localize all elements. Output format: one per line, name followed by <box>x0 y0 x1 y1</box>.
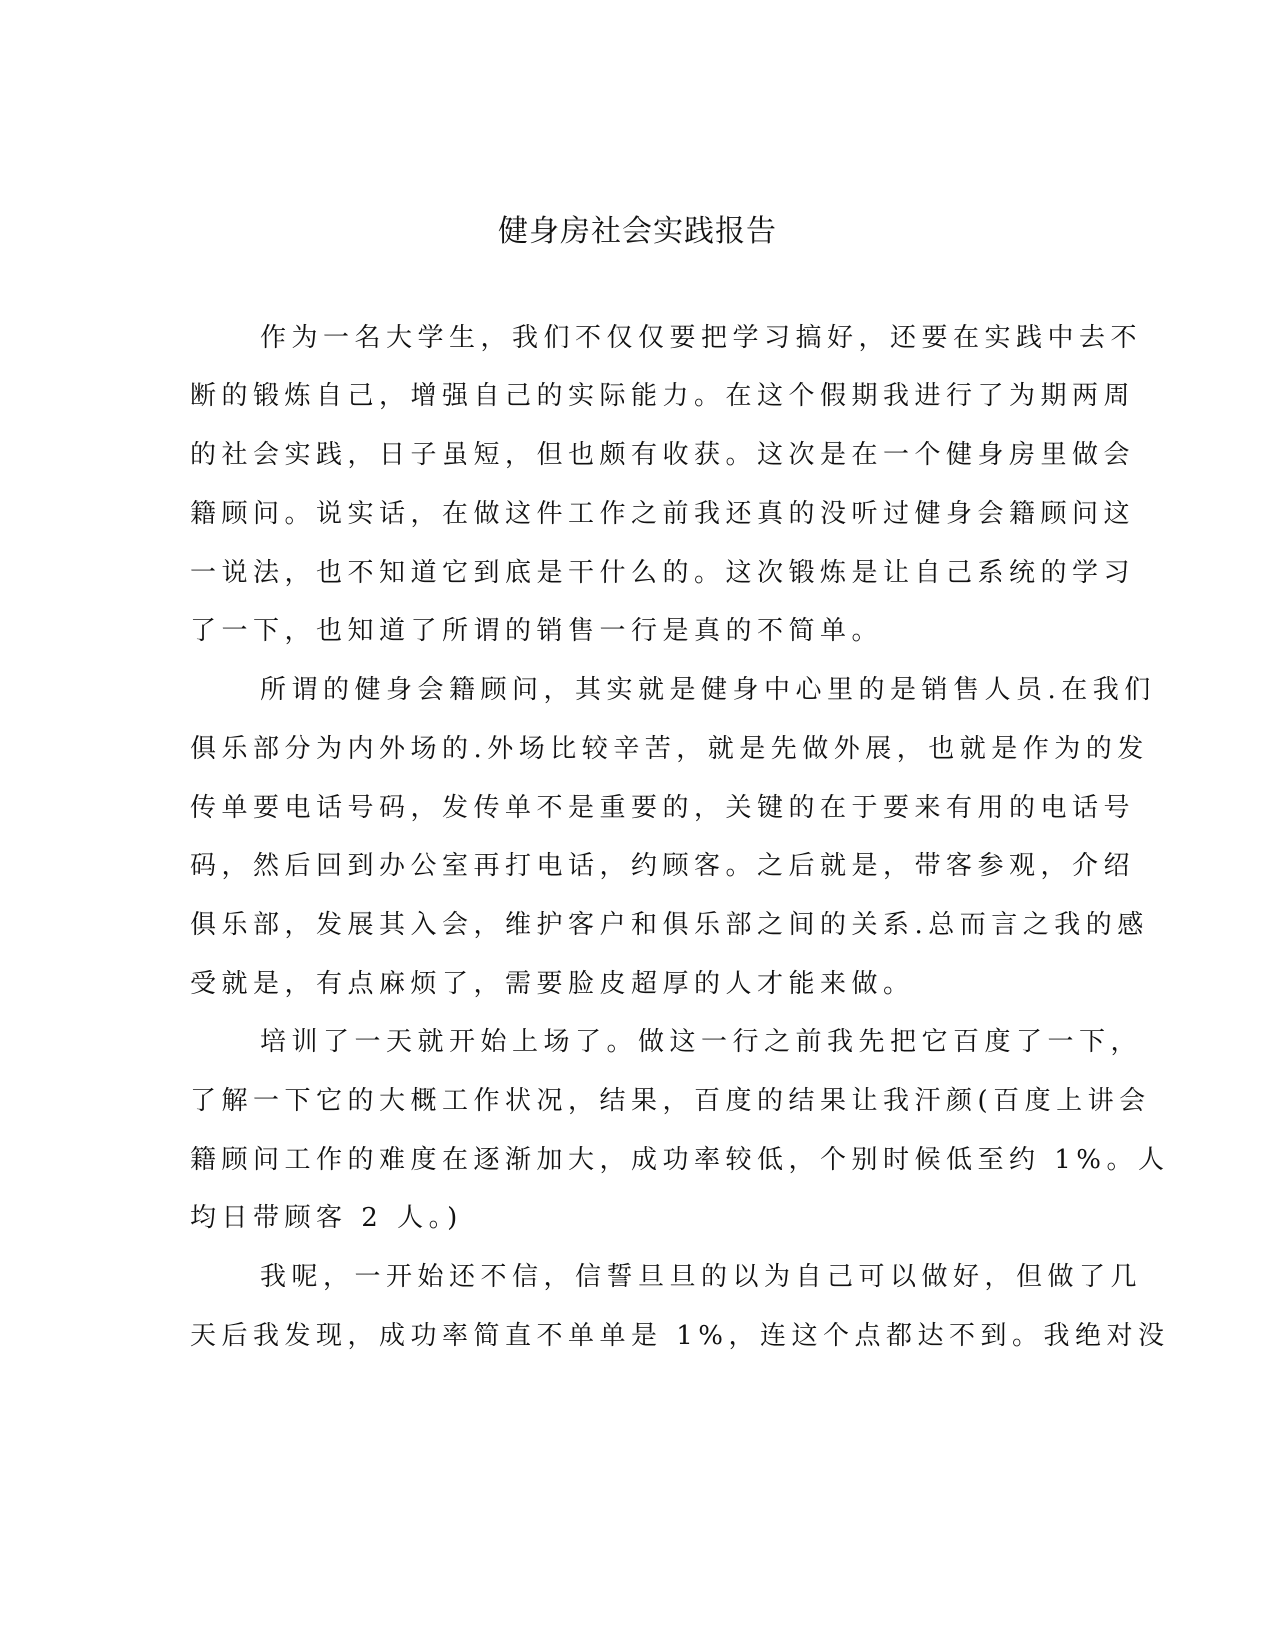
paragraph-4-line-1: 我呢，一开始还不信，信誓旦旦的以为自己可以做好，但做了几 <box>260 1262 1143 1292</box>
paragraph-1-line-3: 的社会实践，日子虽短，但也颇有收获。这次是在一个健身房里做会 <box>190 440 1136 470</box>
paragraph-2-line-3: 传单要电话号码，发传单不是重要的，关键的在于要来有用的电话号 <box>190 793 1136 823</box>
paragraph-2-line-5: 俱乐部，发展其入会，维护客户和俱乐部之间的关系.总而言之我的感 <box>190 910 1149 940</box>
paragraph-3-line-1: 培训了一天就开始上场了。做这一行之前我先把它百度了一下， <box>260 1027 1143 1057</box>
paragraph-1-line-1: 作为一名大学生，我们不仅仅要把学习搞好，还要在实践中去不 <box>260 323 1143 353</box>
paragraph-2-line-1: 所谓的健身会籍顾问，其实就是健身中心里的是销售人员.在我们 <box>260 675 1156 705</box>
paragraph-3-line-2: 了解一下它的大概工作状况，结果，百度的结果让我汗颜(百度上讲会 <box>190 1086 1151 1116</box>
paragraph-2-line-2: 俱乐部分为内外场的.外场比较辛苦，就是先做外展，也就是作为的发 <box>190 734 1149 764</box>
paragraph-1-line-5: 一说法，也不知道它到底是干什么的。这次锻炼是让自己系统的学习 <box>190 558 1136 588</box>
paragraph-1-line-4: 籍顾问。说实话，在做这件工作之前我还真的没听过健身会籍顾问这 <box>190 499 1136 529</box>
paragraph-1-line-6: 了一下，也知道了所谓的销售一行是真的不简单。 <box>190 616 884 646</box>
paragraph-2-line-4: 码，然后回到办公室再打电话，约顾客。之后就是，带客参观，介绍 <box>190 851 1136 881</box>
paragraph-2-line-6: 受就是，有点麻烦了，需要脸皮超厚的人才能来做。 <box>190 969 915 999</box>
paragraph-1-line-2: 断的锻炼自己，增强自己的实际能力。在这个假期我进行了为期两周 <box>190 381 1136 411</box>
paragraph-3-line-4: 均日带顾客 2 人。) <box>190 1203 463 1233</box>
document-title: 健身房社会实践报告 <box>498 214 777 249</box>
paragraph-3-line-3: 籍顾问工作的难度在逐渐加大，成功率较低，个别时候低至约 1%。人 <box>190 1145 1170 1175</box>
paragraph-4-line-2: 天后我发现，成功率简直不单单是 1%，连这个点都达不到。我绝对没 <box>190 1321 1170 1351</box>
